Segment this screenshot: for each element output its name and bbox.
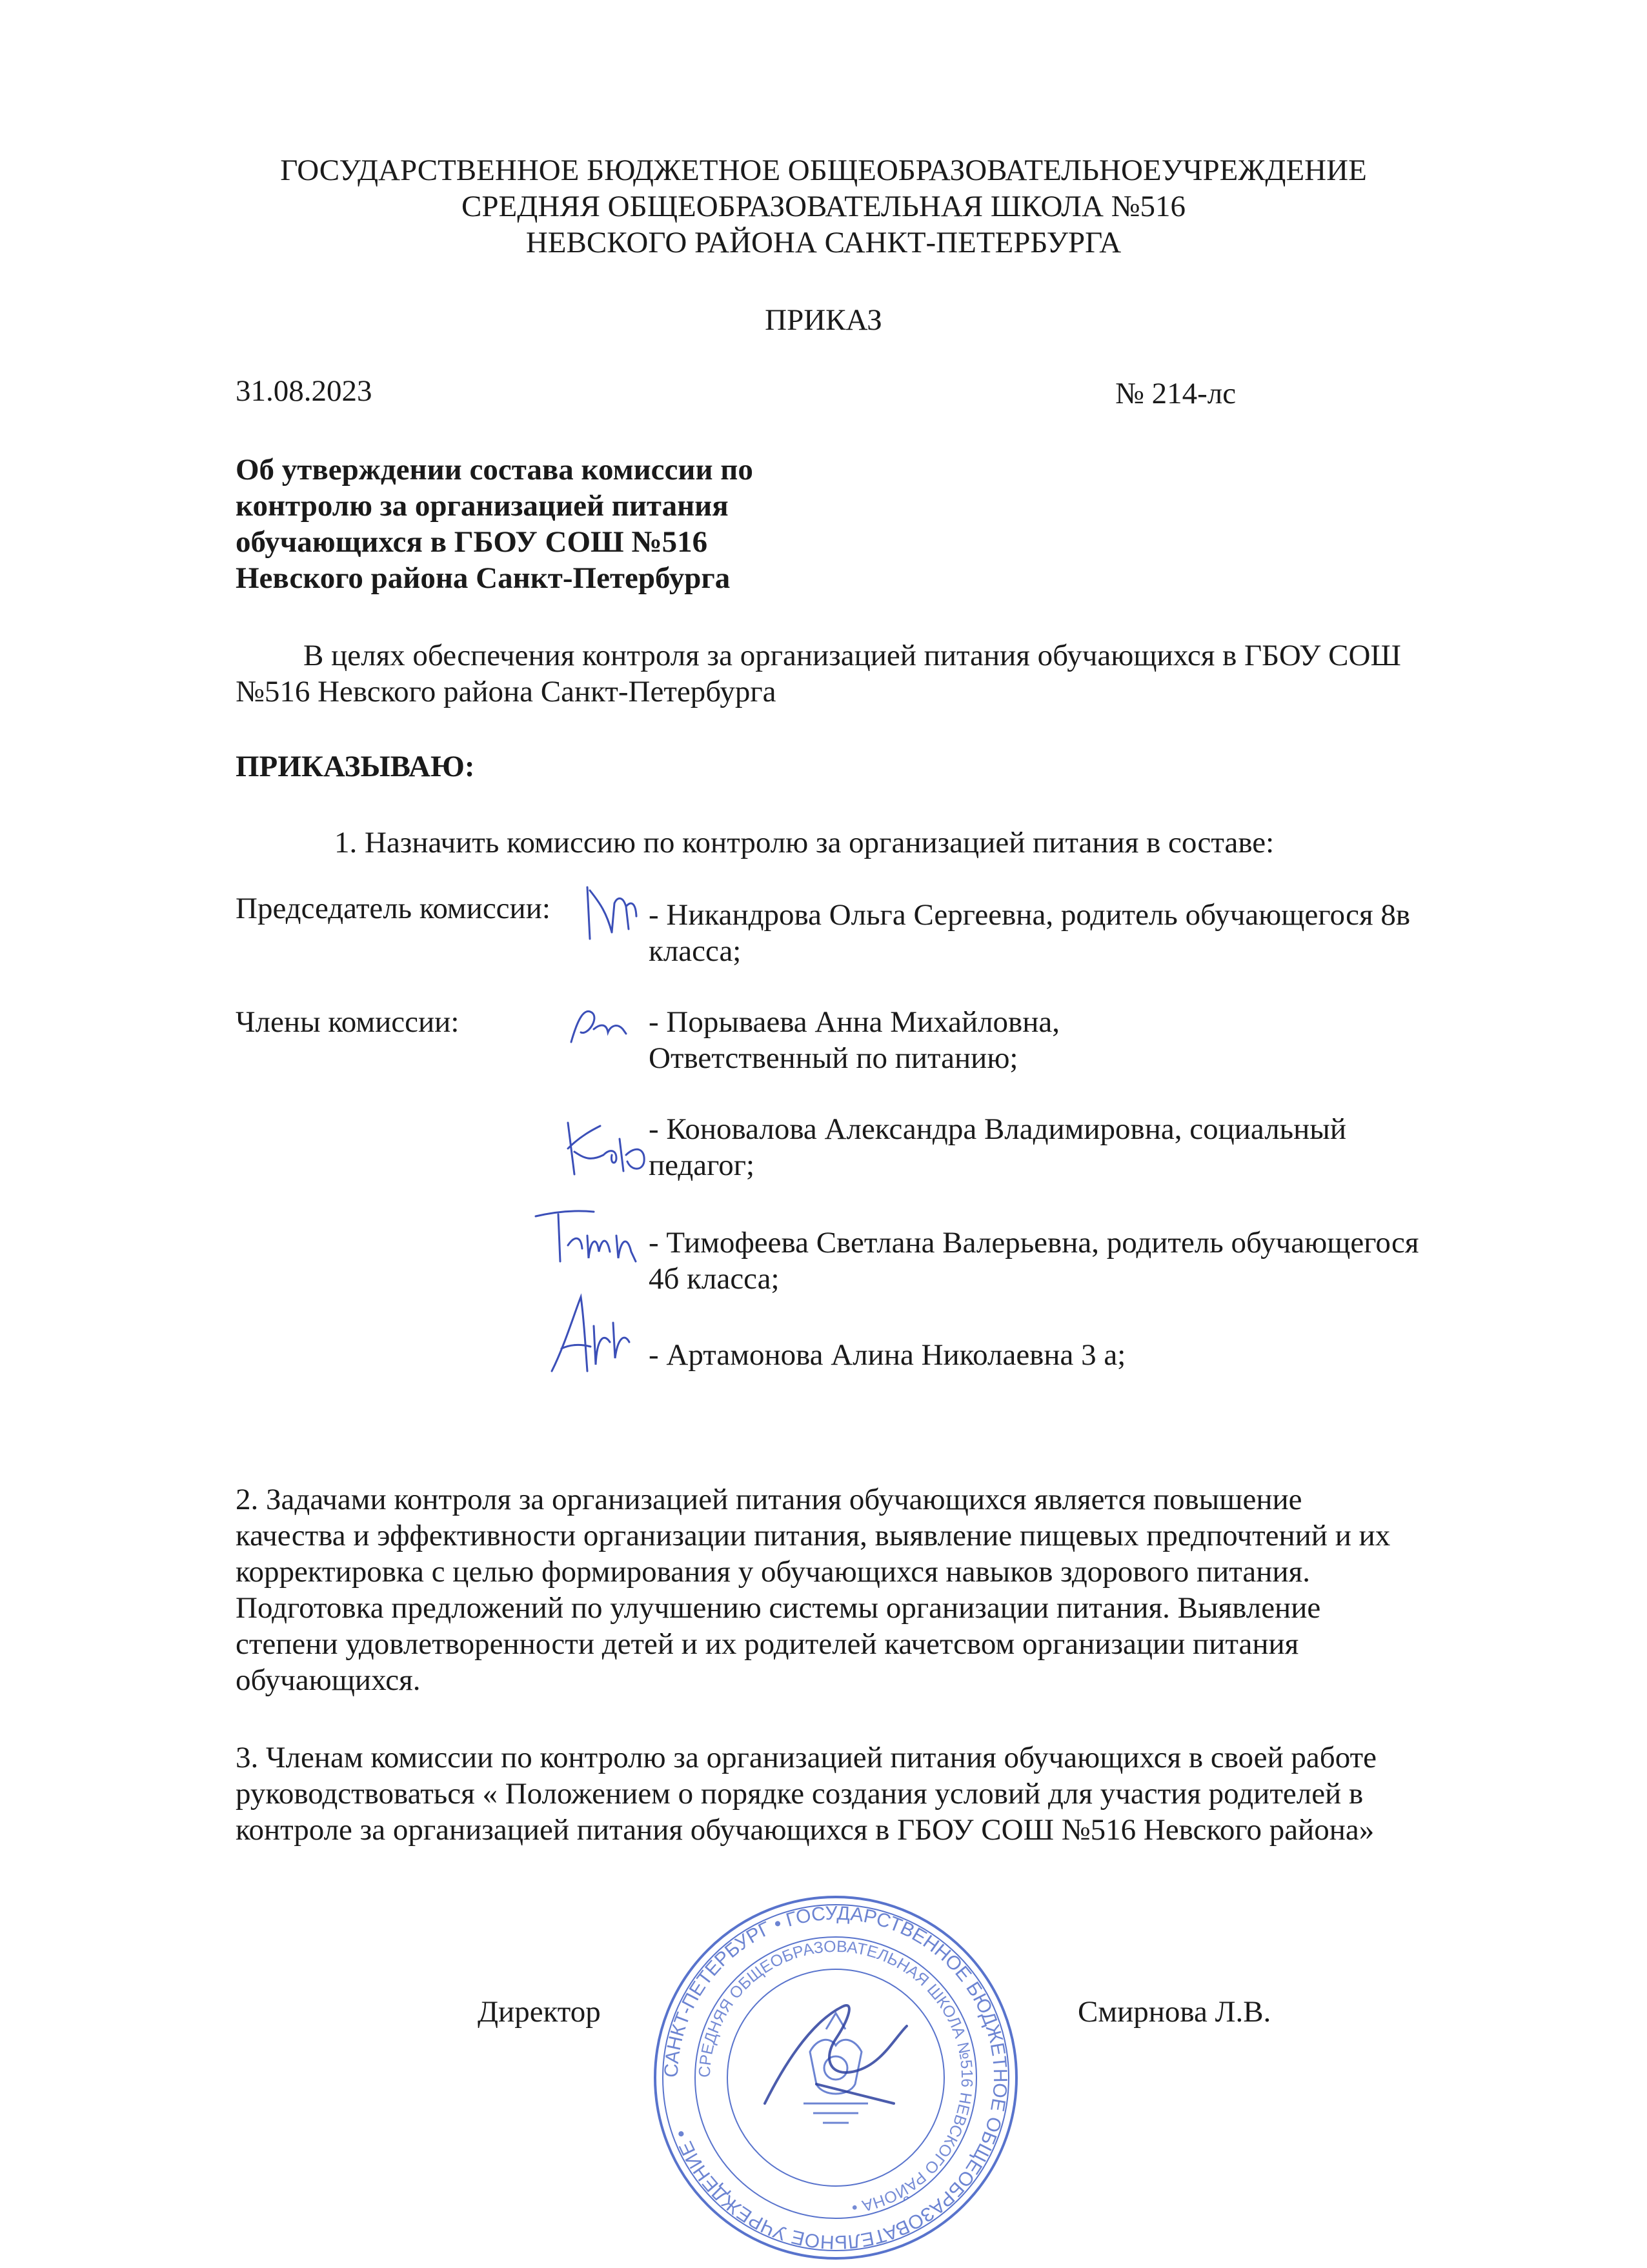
subject-line-3: обучающихся в ГБОУ СОШ №516 bbox=[236, 525, 708, 559]
member-3-line-2: 4б класса; bbox=[649, 1262, 780, 1296]
org-name-line-2: СРЕДНЯЯ ОБЩЕОБРАЗОВАТЕЛЬНАЯ ШКОЛА №516 bbox=[461, 190, 1186, 223]
item-2-line-3: корректировка с целью формирования у обучающихся навыков здорового питания. bbox=[236, 1555, 1310, 1589]
member-2-signature bbox=[555, 1110, 658, 1181]
signatory-name: Смирнова Л.В. bbox=[1078, 1995, 1271, 2029]
svg-text:СРЕДНЯЯ ОБЩЕОБРАЗОВАТЕЛЬНАЯ ШК bbox=[696, 1938, 976, 2217]
item-3-line-2: руководствоваться « Положением о порядке создания условий для участия родителей в bbox=[236, 1777, 1364, 1811]
item-2-line-2: качества и эффективности организации питания, выявление пищевых предпочтений и их bbox=[236, 1519, 1391, 1552]
chair-line-1: - Никандрова Ольга Сергеевна, родитель обучающегося 8в bbox=[649, 898, 1411, 932]
chair-signature bbox=[574, 878, 645, 948]
member-3-signature bbox=[529, 1200, 645, 1271]
item-2-line-4: Подготовка предложений по улучшению системы организации питания. Выявление bbox=[236, 1591, 1321, 1625]
org-name-line-1: ГОСУДАРСТВЕННОЕ БЮДЖЕТНОЕ ОБЩЕОБРАЗОВАТЕЛЬНОЕУЧРЕЖДЕНИЕ bbox=[280, 154, 1367, 187]
chair-line-2: класса; bbox=[649, 934, 742, 968]
member-1-line-1: - Порываева Анна Михайловна, bbox=[649, 1005, 1060, 1039]
member-4-line-1: - Артамонова Алина Николаевна 3 а; bbox=[649, 1338, 1126, 1372]
members-label: Члены комиссии: bbox=[236, 1005, 460, 1039]
member-2-line-2: педагог; bbox=[649, 1149, 755, 1182]
signatory-position: Директор bbox=[478, 1995, 601, 2029]
org-name-line-3: НЕВСКОГО РАЙОНА САНКТ-ПЕТЕРБУРГА bbox=[525, 226, 1122, 259]
item-3-line-3: контроле за организацией питания обучающихся в ГБОУ СОШ №516 Невского района» bbox=[236, 1813, 1375, 1847]
member-1-line-2: Ответственный по питанию; bbox=[649, 1041, 1018, 1075]
intro-line-1: В целях обеспечения контроля за организацией питания обучающихся в ГБОУ СОШ bbox=[303, 639, 1401, 672]
chair-label: Председатель комиссии: bbox=[236, 892, 551, 925]
item-2-line-5: степени удовлетворенности детей и их родителей качетсвом организации питания bbox=[236, 1627, 1299, 1661]
school-stamp bbox=[649, 1891, 1023, 2265]
member-3-line-1: - Тимофеева Светлана Валерьевна, родитель обучающегося bbox=[649, 1226, 1419, 1259]
item-3-line-1: 3. Членам комиссии по контролю за организацией питания обучающихся в своей работе bbox=[236, 1741, 1377, 1774]
member-2-line-1: - Коновалова Александра Владимировна, социальный bbox=[649, 1112, 1346, 1146]
order-number: № 214-лс bbox=[1115, 377, 1237, 410]
order-word: ПРИКАЗЫВАЮ: bbox=[236, 750, 475, 783]
intro-line-2: №516 Невского района Санкт-Петербурга bbox=[236, 675, 776, 708]
order-date: 31.08.2023 bbox=[236, 374, 372, 408]
subject-line-1: Об утверждении состава комиссии по bbox=[236, 453, 753, 487]
stamp-inner-text: СРЕДНЯЯ ОБЩЕОБРАЗОВАТЕЛЬНАЯ ШКОЛА №516 НЕВСКОГО РАЙОНА • bbox=[695, 1937, 976, 2217]
subject-line-2: контролю за организацией питания bbox=[236, 489, 729, 523]
item-1: 1. Назначить комиссию по контролю за организацией питания в составе: bbox=[334, 826, 1275, 859]
item-2-line-6: обучающихся. bbox=[236, 1663, 421, 1697]
member-4-signature bbox=[539, 1287, 636, 1384]
stamp-outer-text: САНКТ-ПЕТЕРБУРГ • ГОСУДАРСТВЕННОЕ БЮДЖЕТНОЕ ОБЩЕОБРАЗОВАТЕЛЬНОЕ УЧРЕЖДЕНИЕ • bbox=[660, 1902, 1011, 2253]
item-2-line-1: 2. Задачами контроля за организацией питания обучающихся является повышение bbox=[236, 1483, 1302, 1516]
doc-type-title: ПРИКАЗ bbox=[765, 303, 882, 337]
subject-line-4: Невского района Санкт-Петербурга bbox=[236, 561, 731, 595]
member-1-signature bbox=[561, 994, 639, 1052]
